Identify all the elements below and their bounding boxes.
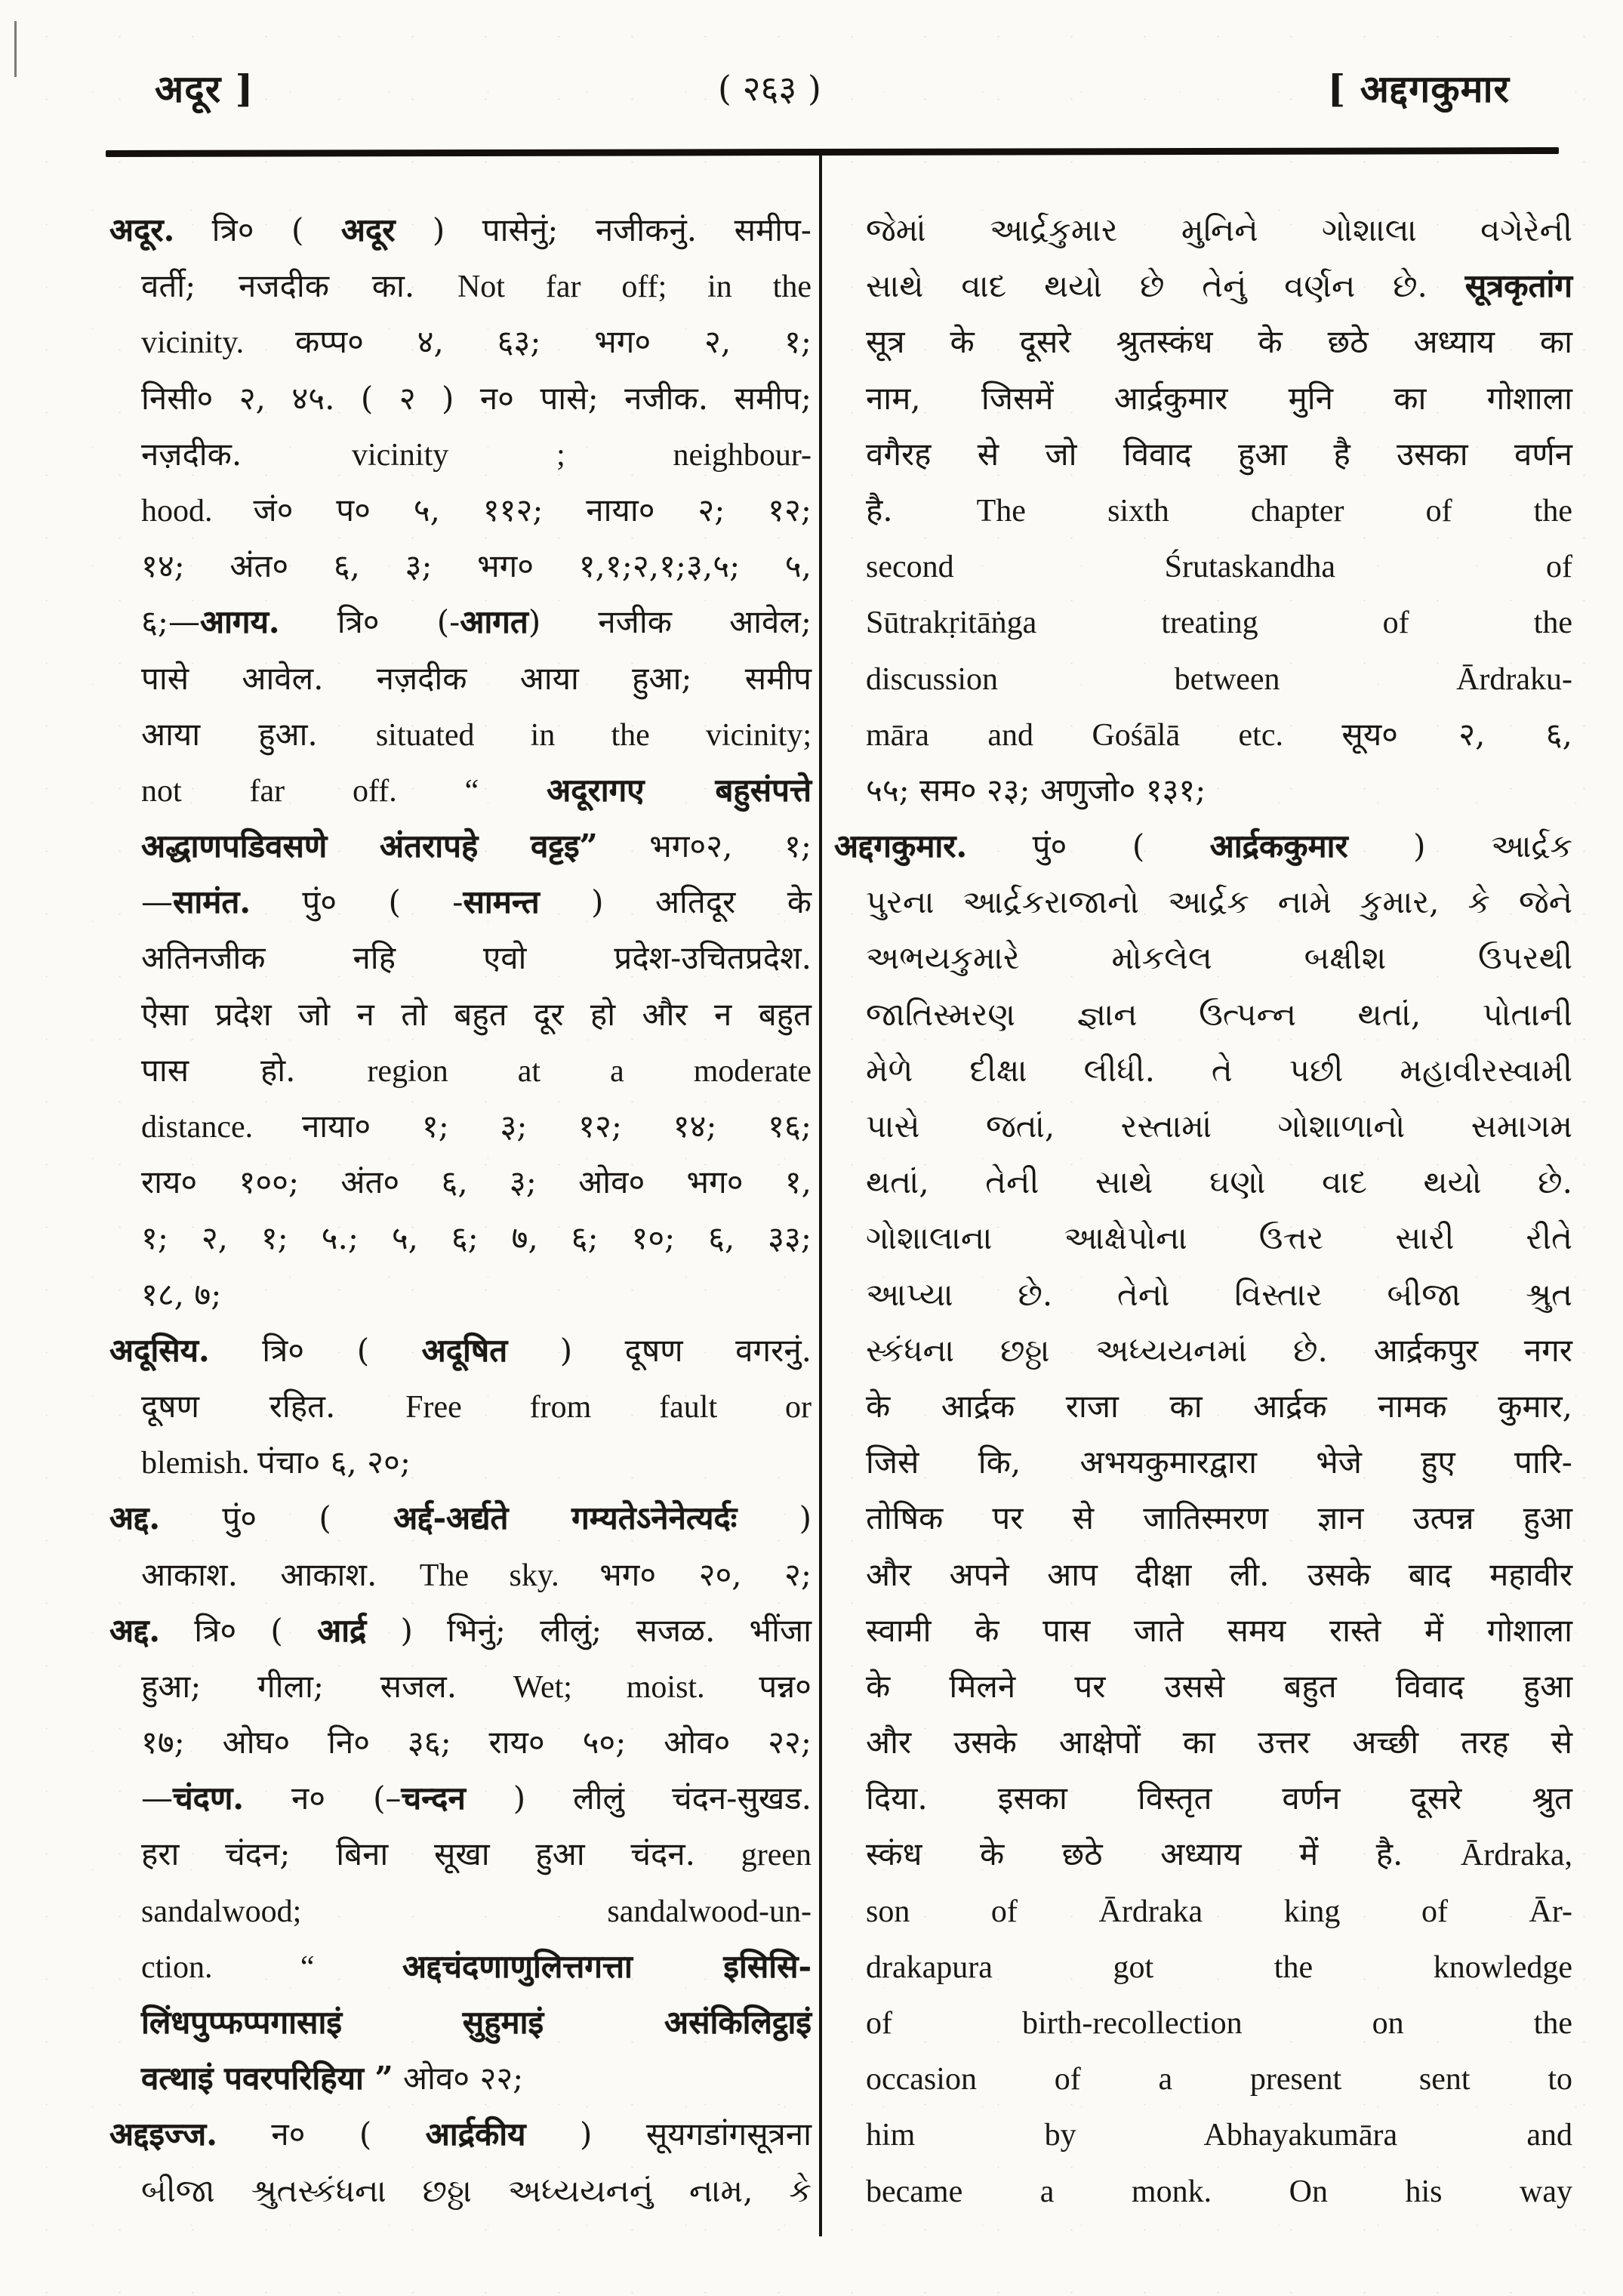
indic-text: त्रि० ( bbox=[209, 1331, 422, 1369]
text-line bbox=[834, 538, 1572, 594]
headword-bold-text: लिंधपुप्फप्पगासाइं सुहुमाइं असंकिलिट्ठाइं bbox=[141, 2004, 812, 2041]
text-line bbox=[109, 2051, 812, 2106]
gujarati-text: પુરના આર્દ્રકરાજાનો આર્દ્રક નામે કુમાર, કે જેને bbox=[866, 883, 1572, 921]
headword-bold-text: चंदण. bbox=[173, 1780, 244, 1817]
indic-text: ) bbox=[1347, 827, 1492, 865]
headword-bold-text: अद्दचंदणाणुलित्तगत्ता इसिसि- bbox=[402, 1947, 812, 1985]
indic-text: १८, ७; bbox=[141, 1275, 222, 1313]
indic-text: आकाश. आकाश. bbox=[141, 1555, 420, 1593]
text-line bbox=[834, 1099, 1572, 1154]
text-line bbox=[109, 1547, 812, 1603]
header-rule bbox=[106, 147, 1559, 157]
page-number: ( २६३ ) bbox=[718, 68, 821, 109]
text-line bbox=[834, 1435, 1572, 1490]
indic-text: नाम, जिसमें आर्द्रकुमार मुनि का गोशाला bbox=[866, 379, 1572, 417]
english-text: The sixth chapter of the bbox=[976, 493, 1572, 529]
english-text: green bbox=[741, 1838, 812, 1873]
english-text: him by Abhayakumāra and bbox=[866, 2118, 1572, 2153]
text-line bbox=[834, 1659, 1572, 1715]
indic-text: नाया० १; ३; १२; १४; १६; bbox=[301, 1108, 812, 1145]
text-line bbox=[834, 2163, 1572, 2219]
text-line bbox=[834, 651, 1572, 707]
text-line bbox=[109, 258, 812, 314]
indic-text: न० (– bbox=[243, 1780, 402, 1817]
text-line bbox=[834, 1210, 1572, 1266]
indic-text: — bbox=[141, 1780, 173, 1817]
indic-text: ) bbox=[737, 1499, 812, 1537]
english-text: occasion of a present sent to bbox=[866, 2062, 1572, 2097]
indic-text: न० ( bbox=[217, 2116, 426, 2153]
headword-bold-text: चन्दन bbox=[401, 1780, 466, 1817]
text-line bbox=[109, 427, 812, 482]
indic-text: अतिनजीक नहि एवो प्रदेश-उचितप्रदेश. bbox=[141, 939, 812, 977]
indic-text: ६;— bbox=[141, 603, 200, 641]
text-line bbox=[109, 1043, 812, 1099]
indic-text: १७; ओघ० नि० ३६; राय० ५०; ओव० २२; bbox=[141, 1724, 812, 1761]
indic-text: दिया. इसका विस्तृत वर्णन दूसरे श्रुत bbox=[866, 1780, 1572, 1817]
indic-text: ५५; सम० २३; अणुजो० १३१; bbox=[866, 771, 1206, 809]
text-line bbox=[109, 930, 812, 986]
indic-text: पासे आवेल. नज़दीक आया हुआ; समीप bbox=[141, 659, 812, 697]
text-line bbox=[834, 1547, 1572, 1603]
text-line bbox=[834, 427, 1572, 482]
indic-text: हरा चंदन; बिना सूखा हुआ चंदन. bbox=[141, 1835, 741, 1873]
text-line bbox=[109, 371, 812, 427]
text-line bbox=[834, 1603, 1572, 1659]
indic-text: हुआ; गीला; सजल. bbox=[141, 1667, 513, 1705]
text-line bbox=[109, 1267, 812, 1323]
indic-text: तोषिक पर से जातिस्मरण ज्ञान उत्पन्न हुआ bbox=[866, 1499, 1572, 1537]
gujarati-text: થતાં, તેની સાથે ઘણો વાદ થયો છે. bbox=[866, 1163, 1572, 1201]
headword-bold-text: सूत्रकृतांग bbox=[1464, 267, 1572, 305]
english-text: sandalwood; sandalwood-un- bbox=[141, 1894, 812, 1929]
english-text: distance. bbox=[141, 1110, 302, 1145]
indic-text: वगैरह से जो विवाद हुआ है उसका वर्णन bbox=[866, 435, 1572, 473]
indic-text: कप्प० ४, ६३; भग० २, १; bbox=[295, 323, 812, 361]
indic-text: वर्ती; नजदीक का. bbox=[141, 267, 457, 305]
text-line bbox=[109, 1099, 812, 1154]
text-line bbox=[109, 1435, 812, 1490]
gujarati-text: અભયકુમારે મોકલેલ બક્ષીશ ઉપરથી bbox=[866, 939, 1572, 977]
english-text: hood. bbox=[141, 493, 254, 529]
text-line bbox=[834, 874, 1572, 930]
text-line bbox=[109, 1659, 812, 1715]
guide-word-left: अदूर ] bbox=[155, 66, 254, 111]
indic-text: सूय० २, ६, bbox=[1341, 715, 1572, 753]
right-column bbox=[834, 202, 1572, 2219]
headword-bold-text: अर्द्द-अर्द्यते गम्यतेऽनेनेत्यर्दः bbox=[393, 1499, 738, 1537]
english-text: drakapura got the knowledge bbox=[866, 1949, 1572, 1985]
indic-text: पन्न० bbox=[759, 1667, 812, 1705]
english-text: Wet; moist. bbox=[513, 1669, 759, 1705]
text-line bbox=[109, 1995, 812, 2051]
text-line bbox=[834, 1995, 1572, 2051]
column-divider bbox=[819, 156, 822, 2236]
text-line bbox=[834, 482, 1572, 538]
gujarati-text: મેળે દીક્ષા લીધી. તે પછી મહાવીરસ્વામી bbox=[866, 1051, 1572, 1089]
indic-text: और अपने आप दीक्षा ली. उसके बाद महावीर bbox=[866, 1555, 1572, 1593]
english-text: Free from fault or bbox=[405, 1389, 812, 1425]
text-line bbox=[834, 1490, 1572, 1546]
english-text: son of Ārdraka king of Ār- bbox=[866, 1894, 1572, 1929]
left-column bbox=[109, 202, 812, 2219]
indic-text: ) पासेनुं; नजीकनुं. समीप- bbox=[395, 211, 812, 248]
text-line bbox=[834, 1267, 1572, 1323]
headword-bold-text: अदूषित bbox=[421, 1331, 508, 1369]
text-line bbox=[834, 930, 1572, 986]
text-line bbox=[834, 818, 1572, 874]
text-line bbox=[109, 1379, 812, 1435]
indic-text: भग० २०, २; bbox=[599, 1555, 812, 1593]
gujarati-text: જેમાં આર્દ્રકુમાર મુનિને ગોશાલા વગેરેની bbox=[866, 211, 1572, 248]
text-line bbox=[834, 1379, 1572, 1435]
gujarati-text: આર્દ્રક bbox=[1491, 827, 1572, 865]
english-text: blemish. bbox=[141, 1446, 257, 1481]
english-text: Ārdraka, bbox=[1460, 1838, 1572, 1873]
headword-bold-text: अद्दगकुमार. bbox=[834, 827, 968, 865]
english-text: not far off. “ bbox=[141, 773, 547, 809]
text-line bbox=[834, 202, 1572, 258]
indic-text: के आर्द्रक राजा का आर्द्रक नामक कुमार, bbox=[866, 1387, 1572, 1425]
gujarati-text: પાસે જતાં, રસ્તામાં ગોશાળાનો સમાગમ bbox=[866, 1108, 1572, 1145]
headword-bold-text: सामंत. bbox=[173, 883, 251, 921]
indic-text: स्वामी के पास जाते समय रास्ते में गोशाला bbox=[866, 1611, 1572, 1649]
text-line bbox=[109, 538, 812, 594]
indic-text: और उसके आक्षेपों का उत्तर अच्छी तरह से bbox=[866, 1724, 1572, 1761]
text-line bbox=[109, 1715, 812, 1771]
indic-text: निसी० २, ४५. ( २ ) न० पासे; नजीक. समीप; bbox=[141, 379, 812, 417]
headword-bold-text: आर्द्र bbox=[317, 1611, 367, 1649]
indic-text: आया हुआ. bbox=[141, 715, 376, 753]
indic-text: दूषण रहित. bbox=[141, 1387, 406, 1425]
text-line bbox=[834, 1043, 1572, 1099]
headword-bold-text: अदूर bbox=[340, 211, 396, 248]
headword-bold-text: आगय. bbox=[200, 603, 280, 641]
indic-text: पास हो. bbox=[141, 1051, 368, 1089]
text-line bbox=[109, 763, 812, 818]
indic-text: पुं० ( - bbox=[250, 883, 463, 921]
indic-text: ) नजीक आवेल; bbox=[528, 603, 812, 641]
indic-text: ) भिनुं; लीलुं; सजळ. भींजा bbox=[366, 1611, 812, 1649]
indic-text: पंचा० ६, २०; bbox=[257, 1444, 411, 1481]
indic-text: — bbox=[141, 883, 173, 921]
gujarati-text: આપ્યા છે. તેનો વિસ્તાર બીજા શ્રુત bbox=[866, 1275, 1572, 1313]
text-line bbox=[834, 707, 1572, 763]
gujarati-text: ગોશાલાના આક્ષેપોના ઉત્તર સારી રીતે bbox=[866, 1219, 1572, 1257]
text-line bbox=[109, 1883, 812, 1939]
text-line bbox=[834, 594, 1572, 650]
indic-text: ओव० २२; bbox=[393, 2060, 524, 2097]
text-line bbox=[109, 594, 812, 650]
indic-text: त्रि० ( bbox=[174, 211, 341, 248]
headword-bold-text: अदूर. bbox=[109, 211, 175, 248]
text-line bbox=[834, 1883, 1572, 1939]
indic-text: १; २, १; ५.; ५, ६; ७, ६; १०; ६, ३३; bbox=[141, 1219, 812, 1257]
indic-text: स्कंध के छठे अध्याय में है. bbox=[866, 1835, 1461, 1873]
indic-text: पुं० ( bbox=[160, 1499, 394, 1537]
headword-bold-text: अद्दइज्ज. bbox=[109, 2116, 217, 2153]
headword-bold-text: आर्द्रकीय bbox=[425, 2116, 526, 2153]
text-line bbox=[834, 371, 1572, 427]
text-line bbox=[109, 1771, 812, 1826]
headword-bold-text: सामन्त bbox=[463, 883, 540, 921]
text-line bbox=[109, 818, 812, 874]
indic-text: भग०२, १; bbox=[597, 827, 812, 865]
text-line bbox=[109, 482, 812, 538]
english-text: Not far off; in the bbox=[457, 270, 812, 305]
headword-bold-text: अद्धाणपडिवसणे अंतरापहे वट्टइ” bbox=[141, 827, 598, 865]
text-line bbox=[834, 1826, 1572, 1882]
text-line bbox=[834, 1154, 1572, 1210]
indic-text: पुं० ( bbox=[967, 827, 1210, 865]
indic-text: त्रि० (- bbox=[279, 603, 460, 641]
english-text: vicinity. bbox=[141, 325, 296, 361]
text-line bbox=[109, 1490, 812, 1546]
indic-text: जं० प० ५, ११२; नाया० २; १२; bbox=[253, 491, 812, 529]
english-text: of birth-recollection on the bbox=[866, 2006, 1572, 2041]
gujarati-text: જાતિસ્મરણ જ્ઞાન ઉત્પન્ન થતાં, પોતાની bbox=[866, 995, 1572, 1033]
headword-bold-text: अद्द. bbox=[109, 1499, 161, 1537]
text-line bbox=[109, 314, 812, 370]
indic-text: ) लीलुं चंदन-सुखड. bbox=[465, 1780, 812, 1817]
text-line bbox=[109, 1323, 812, 1379]
text-line bbox=[109, 651, 812, 707]
text-line bbox=[834, 1771, 1572, 1826]
text-line bbox=[109, 1603, 812, 1659]
english-text: situated in the vicinity; bbox=[375, 717, 812, 753]
guide-word-right: [ अद्दगकुमार bbox=[1327, 66, 1510, 111]
english-text: vicinity ; neighbour- bbox=[351, 437, 812, 473]
text-line bbox=[109, 2163, 812, 2219]
indic-text: के मिलने पर उससे बहुत विवाद हुआ bbox=[866, 1667, 1572, 1705]
text-line bbox=[109, 1939, 812, 1995]
english-text: ction. “ bbox=[141, 1949, 402, 1985]
headword-bold-text: आगत bbox=[460, 603, 528, 641]
english-text: became a monk. On his way bbox=[866, 2174, 1572, 2209]
english-text: Sūtrakṛitāṅga treating of the bbox=[866, 606, 1572, 641]
gujarati-text: સ્કંધના છઠ્ઠા અધ્યયનમાં છે. bbox=[866, 1331, 1374, 1369]
indic-text: आर्द्रकपुर नगर bbox=[1373, 1331, 1572, 1369]
text-line bbox=[109, 987, 812, 1043]
text-line bbox=[834, 2051, 1572, 2106]
text-line bbox=[109, 1826, 812, 1882]
text-line bbox=[834, 2106, 1572, 2162]
indic-text: ) अतिदूर के bbox=[539, 883, 812, 921]
headword-bold-text: अद्द. bbox=[109, 1611, 161, 1649]
text-line bbox=[109, 1210, 812, 1266]
text-line bbox=[109, 2106, 812, 2162]
text-line bbox=[834, 987, 1572, 1043]
text-line bbox=[109, 707, 812, 763]
english-text: region at a moderate bbox=[367, 1053, 812, 1089]
indic-text: जिसे कि, अभयकुमारद्वारा भेजे हुए पारि- bbox=[866, 1444, 1572, 1481]
text-line bbox=[834, 1715, 1572, 1771]
headword-bold-text: अदूसिय. bbox=[109, 1331, 210, 1369]
english-text: māra and Gośālā etc. bbox=[866, 717, 1342, 753]
english-text: The sky. bbox=[419, 1558, 600, 1593]
text-line bbox=[109, 874, 812, 930]
gujarati-text: સાથે વાદ થયો છે તેનું વર્ણન છે. bbox=[866, 267, 1465, 305]
text-line bbox=[834, 763, 1572, 818]
indic-text: ऐसा प्रदेश जो न तो बहुत दूर हो और न बहुत bbox=[141, 995, 812, 1033]
text-line bbox=[109, 1154, 812, 1210]
headword-bold-text: आर्द्रककुमार bbox=[1209, 827, 1348, 865]
indic-text: नज़दीक. bbox=[141, 435, 352, 473]
indic-text: है. bbox=[866, 491, 977, 529]
indic-text: सूत्र के दूसरे श्रुतस्कंध के छठे अध्याय का bbox=[866, 323, 1572, 361]
page-header bbox=[0, 57, 1623, 118]
english-text: discussion between Ārdraku- bbox=[866, 661, 1572, 697]
indic-text: १४; अंत० ६, ३; भग० १,१;२,१;३,५; ५, bbox=[141, 547, 812, 585]
gujarati-text: બીજા શ્રુતસ્કંધના છઠ્ઠા અધ્યયનનું નામ, કે bbox=[141, 2171, 812, 2209]
text-line bbox=[834, 314, 1572, 370]
text-line bbox=[834, 1939, 1572, 1995]
text-line bbox=[834, 258, 1572, 314]
headword-bold-text: वत्थाइं पवरपरिहिया ” bbox=[141, 2060, 393, 2097]
indic-text: राय० १००; अंत० ६, ३; ओव० भग० १, bbox=[141, 1163, 812, 1201]
indic-text: त्रि० ( bbox=[160, 1611, 318, 1649]
english-text: second Śrutaskandha of bbox=[866, 550, 1572, 585]
indic-text: ) सूयगडांगसूत्रना bbox=[525, 2116, 812, 2153]
text-line bbox=[109, 202, 812, 258]
indic-text: ) दूषण वगरनुं. bbox=[507, 1331, 812, 1369]
headword-bold-text: अदूरागए बहुसंपत्ते bbox=[547, 771, 812, 809]
text-line bbox=[834, 1323, 1572, 1379]
